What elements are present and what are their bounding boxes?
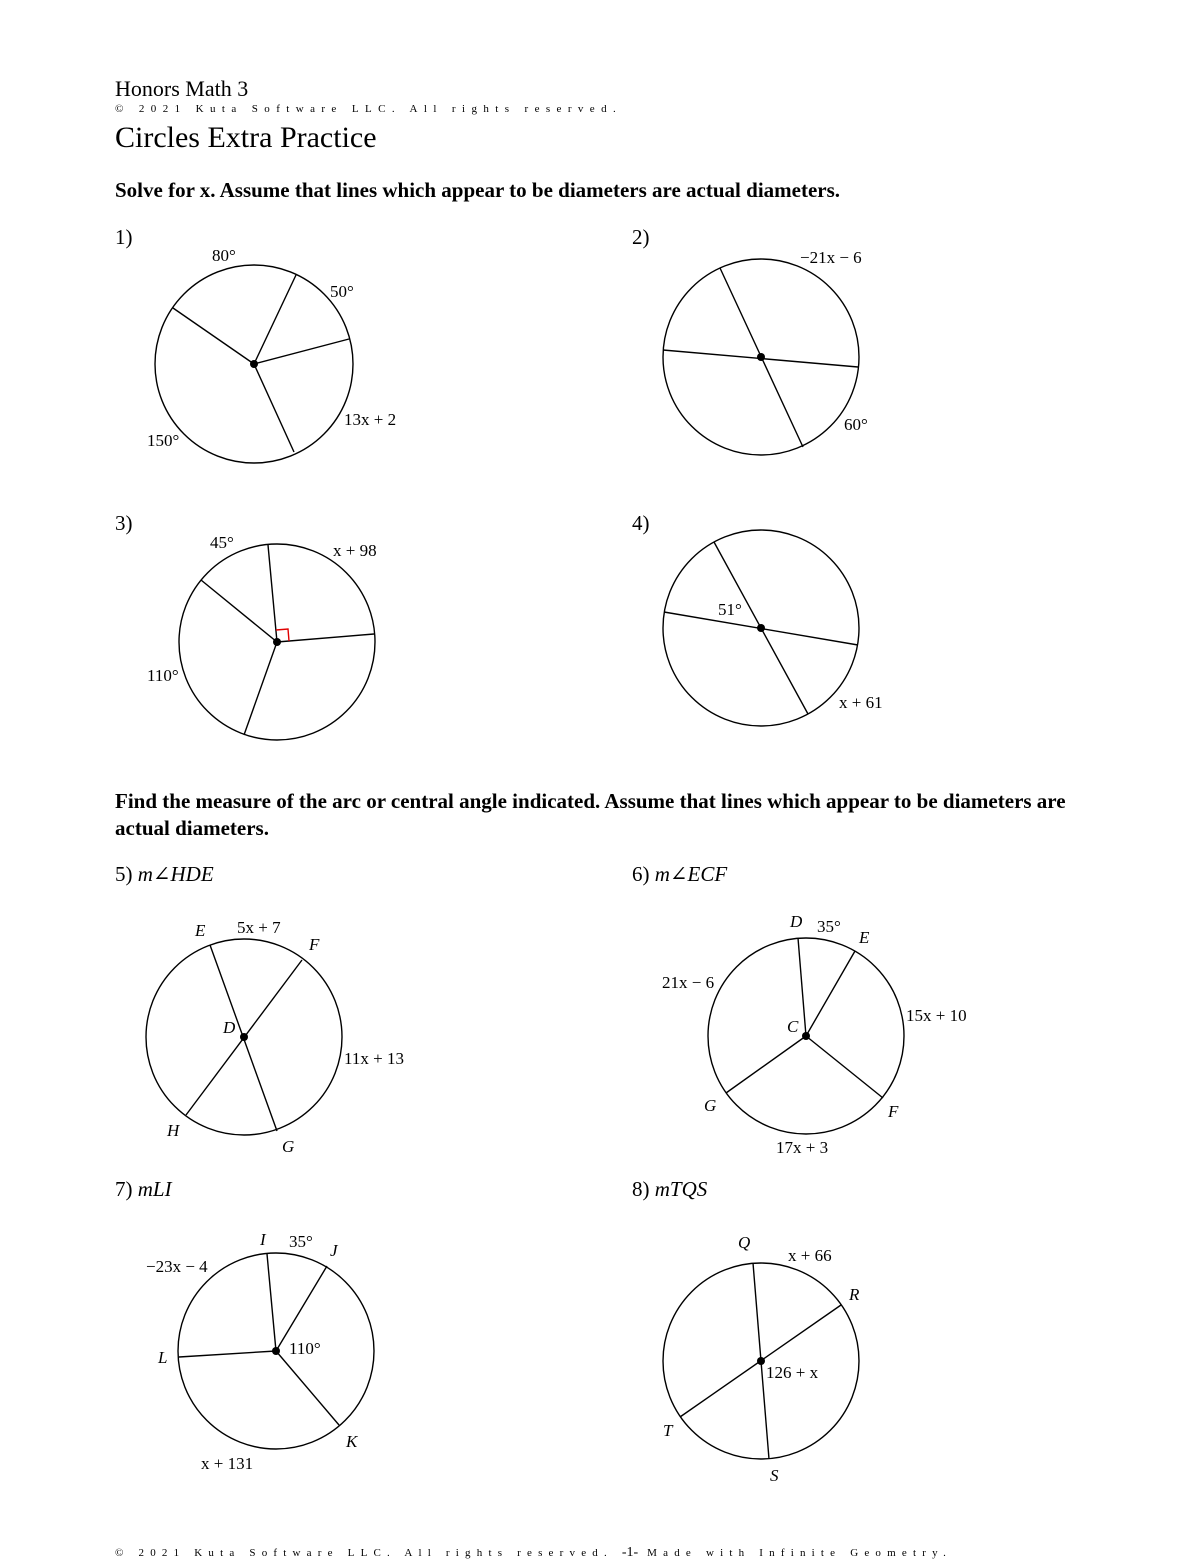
section2-instructions: Find the measure of the arc or central angle indicated. Assume that lines which appear to be diameters are actual diameters.: [115, 789, 1066, 840]
center-dot-4: [757, 624, 765, 632]
problem-5-number: 5): [115, 862, 133, 886]
label-5-11x13: 11x + 13: [344, 1049, 404, 1068]
label-1-13x2: 13x + 2: [344, 410, 397, 429]
label-1-50: 50°: [330, 282, 354, 301]
label-8-R: R: [849, 1285, 860, 1304]
radius-6a: [798, 938, 806, 1036]
footer: [115, 1545, 952, 1561]
problem-1-number: 1): [115, 225, 133, 249]
label-5-F: F: [309, 935, 320, 954]
label-5-D: D: [223, 1018, 236, 1037]
center-dot-5: [240, 1033, 248, 1041]
radius-7b: [267, 1254, 276, 1351]
radius-1d: [254, 364, 294, 452]
label-5-E: E: [195, 921, 206, 940]
radius-6b: [806, 951, 855, 1036]
label-5-G: G: [282, 1137, 295, 1156]
label-2-21x: −21x − 6: [800, 248, 862, 267]
problem-4-number: 4): [632, 511, 650, 535]
radius-6c: [806, 1036, 883, 1098]
label-6-C: C: [787, 1017, 799, 1036]
label-7-I: I: [260, 1230, 266, 1249]
center-dot-1: [250, 360, 258, 368]
label-5-H: H: [167, 1121, 180, 1140]
label-4-x61: x + 61: [839, 693, 883, 712]
problem-3-number: 3): [115, 511, 133, 535]
label-3-45: 45°: [210, 533, 234, 552]
label-5-5x7: 5x + 7: [237, 918, 281, 937]
center-dot-3: [273, 638, 281, 646]
problem-8-number: 8): [632, 1177, 650, 1201]
label-8-Q: Q: [738, 1233, 751, 1252]
radius-3b: [268, 545, 277, 642]
center-dot-6: [802, 1032, 810, 1040]
radius-7a: [179, 1351, 276, 1357]
label-7-110: 110°: [289, 1339, 321, 1358]
center-dot-8: [757, 1357, 765, 1365]
label-7-23x4: −23x − 4: [146, 1257, 208, 1276]
page-number: -1-: [621, 1545, 639, 1560]
label-3-x98: x + 98: [333, 541, 377, 560]
footer-made-with: Made with Infinite Geometry.: [647, 1547, 953, 1559]
label-6-F: F: [888, 1102, 899, 1121]
label-6-21x6: 21x − 6: [662, 973, 715, 992]
worksheet-title: Circles Extra Practice: [115, 121, 377, 154]
label-8-T: T: [663, 1421, 673, 1440]
label-2-60: 60°: [844, 415, 868, 434]
section1-instructions: Solve for x. Assume that lines which appear to be diameters are actual diameters.: [115, 178, 841, 202]
problem-6-prompt: m∠ECF: [654, 862, 728, 886]
radius-1b: [254, 275, 296, 364]
radius-3d: [244, 642, 277, 735]
label-6-15x10: 15x + 10: [906, 1006, 967, 1025]
radius-7d: [276, 1351, 339, 1425]
label-8-x66: x + 66: [788, 1246, 832, 1265]
problem-2-number: 2): [632, 225, 650, 249]
label-3-110: 110°: [147, 666, 179, 685]
label-1-150: 150°: [147, 431, 180, 450]
radius-6d: [726, 1036, 806, 1093]
footer-copyright: © 2021 Kuta Software LLC. All rights reserved.: [115, 1547, 613, 1559]
label-6-G: G: [704, 1096, 717, 1115]
label-7-x131: x + 131: [201, 1454, 254, 1473]
problem-6-number: 6): [632, 862, 650, 886]
label-7-L: L: [158, 1348, 168, 1367]
radius-1c: [254, 339, 349, 364]
label-1-80: 80°: [212, 246, 236, 265]
label-7-J: J: [330, 1241, 338, 1260]
radius-3a: [201, 580, 277, 642]
radius-3c: [277, 634, 374, 642]
label-6-E: E: [859, 928, 870, 947]
center-dot-7: [272, 1347, 280, 1355]
label-6-17x3: 17x + 3: [776, 1138, 829, 1157]
label-4-51: 51°: [718, 600, 742, 619]
copyright-header: © 2021 Kuta Software LLC. All rights reserved.: [115, 103, 623, 115]
label-6-35: 35°: [817, 917, 841, 936]
problem-5-prompt: m∠HDE: [137, 862, 214, 886]
problem-7-number: 7): [115, 1177, 133, 1201]
problem-8-prompt: mTQS: [654, 1177, 708, 1201]
label-6-D: D: [790, 912, 803, 931]
label-7-35: 35°: [289, 1232, 313, 1251]
center-dot-2: [757, 353, 765, 361]
label-8-126x: 126 + x: [766, 1363, 819, 1382]
label-8-S: S: [770, 1466, 779, 1485]
problem-7-prompt: mLI: [137, 1177, 172, 1201]
radius-1a: [173, 308, 254, 364]
course-name: Honors Math 3: [115, 76, 249, 101]
label-7-K: K: [346, 1432, 358, 1451]
